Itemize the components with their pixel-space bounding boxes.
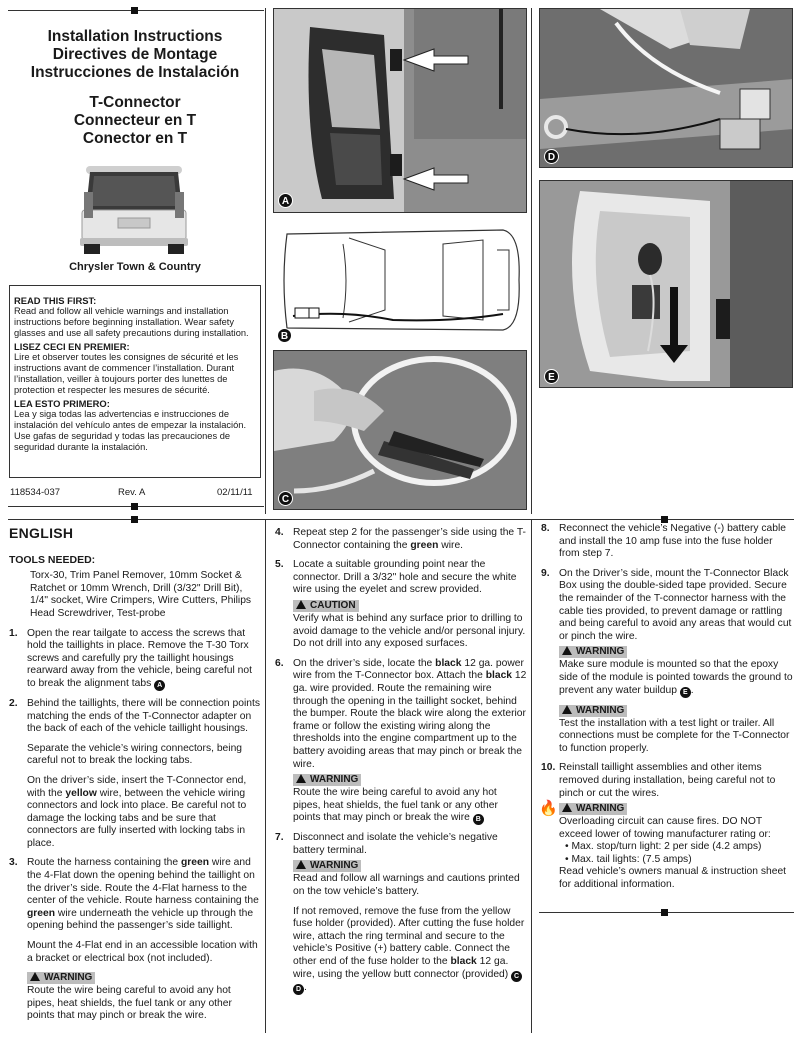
figure-ref-a: A bbox=[154, 680, 165, 691]
warning-triangle-icon bbox=[562, 803, 572, 812]
column-divider bbox=[265, 8, 266, 514]
figure-e bbox=[539, 180, 793, 388]
figure-ref-e: E bbox=[680, 687, 691, 698]
step-7-fuse-note: If not removed, remove the fuse from the yellow fuse holder (provided). After cutting the fuse holder wire, attach the ring terminal and secure to the vehicle’s Positive (+) battery cable. Connect the other end of the fuse holder to the black 12 ga. wire, using the yellow butt connector (provided) CD . bbox=[293, 905, 525, 993]
section-rule bbox=[8, 519, 794, 520]
step-7: 7. Disconnect and isolate the vehicle’s negative battery terminal. bbox=[275, 832, 498, 856]
figure-ref-b: B bbox=[473, 814, 484, 825]
read-first-body-es: Lea y siga todas las advertencias e instrucciones de instalación del vehículo antes de empezar la instalación. Use gafas de seguridad y todas las precauciones de seguridad durante la instalación. bbox=[14, 409, 247, 452]
figure-c bbox=[273, 350, 527, 510]
step-6-warning: WARNING Route the wire being careful to avoid any hot pipes, heat shields, the fuel tank or any other points that may pinch or break the wire B bbox=[293, 774, 498, 824]
document-title: Installation Instructions Directives de Montage Instrucciones de Instalación bbox=[30, 28, 240, 81]
figure-d bbox=[539, 8, 793, 168]
step-5-caution: CAUTION Verify what is behind any surface prior to drilling to avoid damage to the vehicle and/or personal injury. Do not drill into any exposed surfaces. bbox=[293, 599, 526, 650]
rule-marker bbox=[131, 7, 138, 14]
step-2: 2. Behind the taillights, there will be connection points matching the ends of the T-Connector adapter on the back of each of the vehicle taillight housings. bbox=[9, 697, 260, 735]
read-first-body-fr: Lire et observer toutes les consignes de sécurité et les instructions avant de commencer l’installation. Durant l’installation, veiller à toujours porter des lunettes de protection et respecter les mesures de sécurité. bbox=[14, 352, 239, 395]
warning-triangle-icon bbox=[296, 860, 306, 869]
step-9-warning-module: WARNING Make sure module is mounted so that the epoxy side of the module is pointed towards the ground to prevent any water buildup E . bbox=[559, 646, 793, 696]
warning-label: WARNING bbox=[559, 646, 627, 658]
step-10: 10. Reinstall taillight assemblies and other items removed during installation, being careful not to pinch or cut the wires. bbox=[541, 762, 776, 799]
step-1: 1. Open the rear tailgate to access the screws that hold the taillights in place. Remove the T-30 Torx screws and carefully pry the taillight housings rearward away from the vehicle, being careful not to break the alignment tabs A bbox=[9, 627, 252, 689]
english-heading: ENGLISH bbox=[9, 525, 74, 541]
column-divider bbox=[531, 8, 532, 514]
read-first-heading-fr: LISEZ CECI EN PREMIER: bbox=[14, 341, 130, 352]
instructions-column-1 bbox=[9, 527, 261, 1030]
warning-label: WARNING bbox=[27, 972, 95, 984]
vehicle-image bbox=[78, 160, 190, 256]
warning-triangle-icon bbox=[562, 705, 572, 714]
warning-label: WARNING bbox=[559, 705, 627, 717]
revision: Rev. A bbox=[118, 487, 146, 498]
step-3-warning: WARNING Route the wire being careful to avoid any hot pipes, heat shields, the fuel tank or any other points that may pinch or break the wire. bbox=[27, 972, 232, 1022]
fire-icon: 🔥 bbox=[539, 800, 558, 818]
date: 02/11/11 bbox=[217, 487, 253, 498]
step-5: 5. Locate a suitable grounding point near the connector. Drill a 3/32" hole and secure the white wire using the eyelet and screw provided. bbox=[275, 559, 517, 596]
column-divider bbox=[265, 519, 266, 1033]
step-4: 4. Repeat step 2 for the passenger’s side using the T-Connector containing the green wire. bbox=[275, 527, 526, 551]
warning-label: WARNING bbox=[559, 803, 627, 815]
step-6: 6. On the driver’s side, locate the black 12 ga. power wire from the T-Connector box. Attach the black 12 ga. wire provided. Route the remaining wire through the opening in the taillight socket, behind the bumper. Route the black wire along the exterior frame or follow the existing wiring along the thresholds into the engine compartment up to the battery avoiding areas that may pinch or break the wire. bbox=[275, 657, 527, 770]
figure-ref-c: C bbox=[511, 971, 522, 982]
rule-marker bbox=[661, 516, 668, 523]
vehicle-name: Chrysler Town & Country bbox=[69, 261, 201, 273]
tools-heading: TOOLS NEEDED: bbox=[9, 553, 96, 566]
step-9-warning-test: WARNING Test the installation with a test light or trailer. All connections must be complete for the T-Connector to function properly. bbox=[559, 704, 790, 754]
part-number: 118534-037 bbox=[10, 487, 61, 498]
step-2-note-insert: On the driver’s side, insert the T-Connector end, with the yellow wire, between the vehicle wiring connectors and lock into place. Be careful not to damage the locking tabs and be sure that connectors are fully inserted with locking tabs in place. bbox=[27, 774, 247, 849]
figure-e-badge: E bbox=[544, 369, 559, 384]
caution-label: CAUTION bbox=[293, 600, 359, 612]
warning-triangle-icon bbox=[296, 600, 306, 609]
figure-a-badge: A bbox=[278, 193, 293, 208]
figure-d-badge: D bbox=[544, 149, 559, 164]
column-divider bbox=[531, 519, 532, 1033]
step-8: 8. Reconnect the vehicle’s Negative (-) battery cable and install the 10 amp fuse into the fuse holder from step 7. bbox=[541, 523, 787, 560]
figure-c-badge: C bbox=[278, 491, 293, 506]
warning-triangle-icon bbox=[562, 646, 572, 655]
read-first-body-en: Read and follow all vehicle warnings and installation instructions before beginning installation. Wear safety glasses and use all safety precautions during installation. bbox=[14, 306, 249, 338]
instructions-column-2 bbox=[275, 527, 527, 1002]
read-first-box bbox=[9, 285, 261, 478]
step-3-note-mount: Mount the 4-Flat end in an accessible location with a bracket or electrical box (not included). bbox=[27, 940, 258, 964]
read-first-heading-en: READ THIS FIRST: bbox=[14, 295, 97, 306]
step-7-warning: WARNING Read and follow all warnings and cautions printed on the tow vehicle’s battery. bbox=[293, 860, 520, 898]
rule-marker bbox=[661, 909, 668, 916]
product-name: T-Connector Connecteur en T Conector en T bbox=[73, 94, 197, 147]
figure-b bbox=[273, 220, 527, 344]
read-first-heading-es: LEA ESTO PRIMERO: bbox=[14, 398, 110, 409]
figure-ref-d: D bbox=[293, 984, 304, 995]
step-2-note-separate: Separate the vehicle’s wiring connectors, being careful not to break the locking tabs. bbox=[27, 742, 243, 767]
step-10-warning: 🔥 WARNING Overloading circuit can cause fires. DO NOT exceed lower of towing manufacturer rating or: • Max. stop/turn light: 2 per side (4.2 amps) • Max. tail lights: (7.5 amps) Read vehicle’s owners manual & instruction sheet for additional information. bbox=[539, 800, 787, 891]
warning-triangle-icon bbox=[30, 972, 40, 981]
step-3: 3. Route the harness containing the green wire and the 4-Flat down the opening behind the taillight on the driver’s side. Route the 4-Flat harness to the center of the vehicle. Route harness containing the green wire underneath the vehicle up through the opening behind the passenger’s side taillight. bbox=[9, 857, 259, 932]
warning-triangle-icon bbox=[296, 774, 306, 783]
figure-a bbox=[273, 8, 527, 213]
step-9: 9. On the Driver’s side, mount the T-Connector Black Box using the double-sided tape provided. Secure the remainder of the T-connector harness with the cable ties provided, to prevent damage or rattling and being careful to avoid any areas that would cut or pinch the wire. bbox=[541, 567, 792, 642]
rule-marker bbox=[131, 516, 138, 523]
figure-b-badge: B bbox=[277, 328, 292, 343]
instructions-column-3 bbox=[541, 523, 793, 899]
warning-label: WARNING bbox=[293, 774, 361, 786]
tools-list: Torx-30, Trim Panel Remover, 10mm Socket & Ratchet or 10mm Wrench, Drill (3/32" Drill Bit), 1/4" socket, Wire Crimpers, Wire Cutters, Philips Head Screwdriver, Test-probe bbox=[30, 570, 252, 619]
warning-label: WARNING bbox=[293, 860, 361, 872]
rule-marker bbox=[131, 503, 138, 510]
